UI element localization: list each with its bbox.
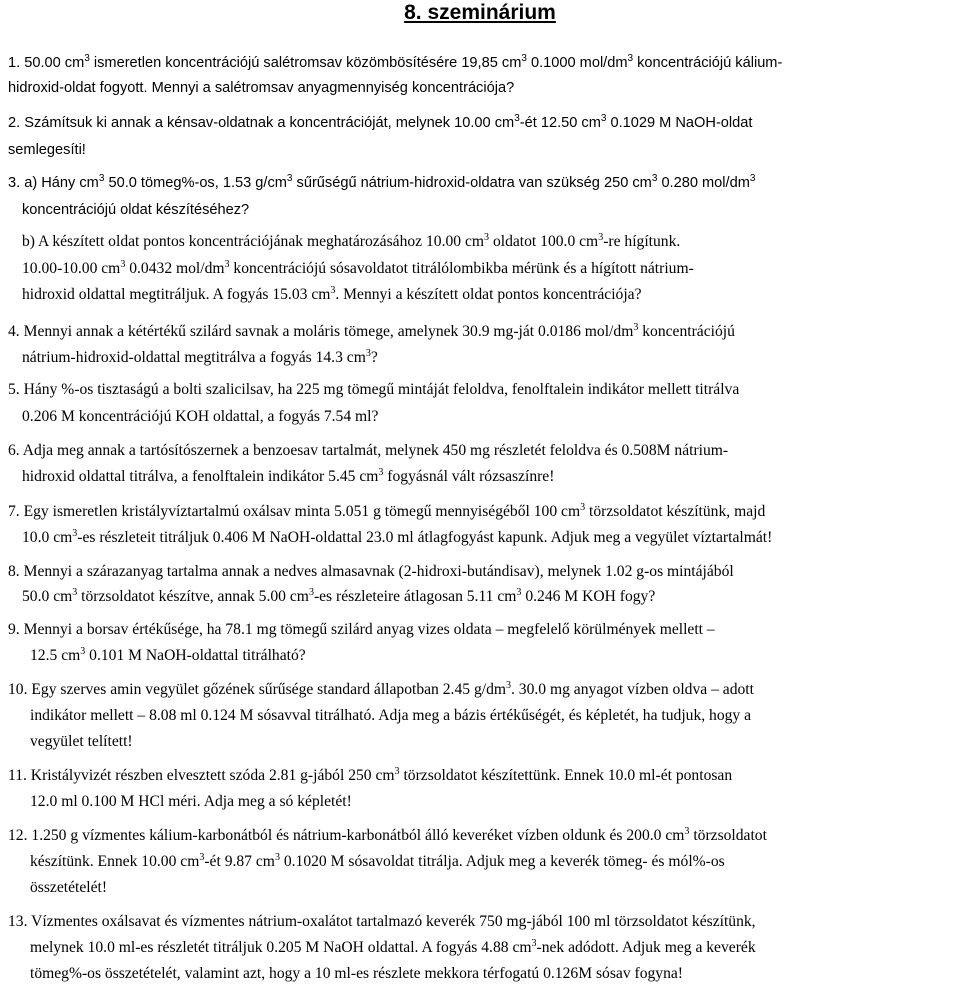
text-run: 6. Adja meg annak a tartósítószernek a benzoesav tartalmát, melynek 450 mg részletét feloldva és 0.508M nátrium- <box>8 442 729 459</box>
text-run: . Mennyi a készített oldat pontos koncentrációja? <box>335 286 642 303</box>
text-run: 0.280 mol/dm <box>657 175 750 191</box>
superscript: 3 <box>98 173 105 184</box>
text-run: -nek adódott. Adjuk meg a keverék <box>536 939 756 956</box>
text-run: 4. Mennyi annak a kétértékű szilárd savnak a moláris tömege, amelynek 30.9 mg-ját 0.0186 mol/dm <box>8 323 634 340</box>
superscript: 3 <box>286 173 293 184</box>
text-run: 0.1020 M sósavoldat titrálja. Adjuk meg a keverék tömeg- és mól%-os <box>279 853 725 870</box>
superscript: 3 <box>600 113 607 124</box>
superscript: 3 <box>749 173 756 184</box>
text-run: 11. Kristályvizét részben elvesztett szóda 2.81 g-jából 250 cm <box>8 767 395 784</box>
text-line <box>8 620 715 640</box>
text-run: koncentrációjú sósavoldatot titrálólombikba mérünk és a hígított nátrium- <box>229 260 694 277</box>
text-run: hidroxid oldattal titrálva, a fenolftalein indikátor 5.45 cm <box>22 468 379 485</box>
text-run: koncentrációjú oldat készítéséhez? <box>22 202 250 218</box>
text-run: -ét 9.87 cm <box>204 853 275 870</box>
superscript: 3 <box>516 587 522 598</box>
text-line <box>22 259 694 279</box>
text-run: 0.246 M KOH fogy? <box>521 588 656 605</box>
text-run: hidroxid-oldat fogyott. Mennyi a salétromsav anyagmennyiség koncentrációja? <box>8 80 515 96</box>
text-line <box>8 766 732 786</box>
text-run: melynek 10.0 ml-es részletét titráljuk 0.205 M NaOH oldattal. A fogyás 4.88 cm <box>30 939 532 956</box>
text-run: fogyásnál vált rózsaszínre! <box>383 468 555 485</box>
text-line <box>22 467 554 487</box>
superscript: 3 <box>308 587 314 598</box>
text-line <box>30 852 725 872</box>
text-run: -ét 12.50 cm <box>519 115 601 131</box>
text-line <box>30 646 306 666</box>
text-line <box>8 912 756 932</box>
text-run: vegyület telített! <box>30 733 133 750</box>
text-line <box>8 680 754 700</box>
text-line <box>8 113 752 133</box>
text-run: b) A készített oldat pontos koncentrációjának meghatározásához 10.00 cm <box>22 233 485 250</box>
text-line <box>8 562 734 582</box>
text-run: 12.5 cm <box>30 647 81 664</box>
superscript: 3 <box>274 852 280 863</box>
text-run: készítünk. Ennek 10.00 cm <box>30 853 200 870</box>
text-run: semlegesíti! <box>8 142 86 158</box>
text-line <box>30 878 107 898</box>
text-run: törzsoldatot <box>689 827 767 844</box>
superscript: 3 <box>531 938 537 949</box>
text-run: 10.00-10.00 cm <box>22 260 121 277</box>
text-run: összetételét! <box>30 879 108 896</box>
text-line <box>30 732 133 752</box>
text-run: 12.0 ml 0.100 M HCl méri. Adja meg a só képletét! <box>30 793 352 810</box>
text-run: törzsoldatot készítettünk. Ennek 10.0 ml-ét pontosan <box>399 767 733 784</box>
superscript: 3 <box>484 232 490 243</box>
superscript: 3 <box>72 587 78 598</box>
superscript: 3 <box>199 852 205 863</box>
text-line <box>8 380 739 400</box>
text-line <box>8 826 767 846</box>
superscript: 3 <box>580 502 586 513</box>
text-line <box>8 502 765 522</box>
text-run: 0.0432 mol/dm <box>125 260 225 277</box>
text-run: 2. Számítsuk ki annak a kénsav-oldatnak a koncentrációját, melynek 10.00 cm <box>8 115 515 131</box>
page-title: 8. szeminárium <box>404 1 556 24</box>
text-run: koncentrációjú kálium- <box>633 55 783 71</box>
text-line <box>30 706 751 726</box>
superscript: 3 <box>80 646 86 657</box>
text-run: 10.0 cm <box>22 529 73 546</box>
text-run: -es részleteire átlagosan 5.11 cm <box>313 588 517 605</box>
text-run: törzsoldatot készítve, annak 5.00 cm <box>77 588 309 605</box>
text-line <box>22 528 772 548</box>
text-line <box>8 78 514 98</box>
superscript: 3 <box>684 826 690 837</box>
text-run: -re hígítunk. <box>603 233 681 250</box>
text-run: törzsoldatot készítünk, majd <box>585 503 766 520</box>
text-run: nátrium-hidroxid-oldattal megtitrálva a fogyás 14.3 cm <box>22 349 366 366</box>
text-line <box>22 587 655 607</box>
text-run: . 30.0 mg anyagot vízben oldva – adott <box>511 681 754 698</box>
text-line <box>8 322 735 342</box>
text-line <box>30 792 352 812</box>
superscript: 3 <box>651 173 658 184</box>
superscript: 3 <box>514 113 520 124</box>
superscript: 3 <box>378 467 384 478</box>
superscript: 3 <box>330 285 336 296</box>
text-run: 3. a) Hány cm <box>8 175 99 191</box>
superscript: 3 <box>365 348 371 359</box>
superscript: 3 <box>394 766 400 777</box>
text-line <box>22 200 249 220</box>
text-run: 12. 1.250 g vízmentes kálium-karbonátból és nátrium-karbonátból álló keveréket vízben oldunk és 200.0 cm <box>8 827 685 844</box>
text-run: 5. Hány %-os tisztaságú a bolti szalicilsav, ha 225 mg tömegű mintáját feloldva, fenolftalein indikátor mellett titrálva <box>8 381 740 398</box>
superscript: 3 <box>633 322 639 333</box>
text-run: 0.1029 M NaOH-oldat <box>606 115 753 131</box>
text-run: sűrűségű nátrium-hidroxid-oldatra van szükség 250 cm <box>292 175 652 191</box>
superscript: 3 <box>72 528 78 539</box>
text-line <box>8 53 782 73</box>
superscript: 3 <box>224 259 230 270</box>
text-run: 0.101 M NaOH-oldattal titrálható? <box>85 647 306 664</box>
text-run: 0.206 M koncentrációjú KOH oldattal, a fogyás 7.54 ml? <box>22 408 379 425</box>
text-line <box>8 441 728 461</box>
text-run: 10. Egy szerves amin vegyület gőzének sűrűsége standard állapotban 2.45 g/dm <box>8 681 506 698</box>
text-run: 1. 50.00 cm <box>8 55 85 71</box>
text-run: hidroxid oldattal megtitráljuk. A fogyás 15.03 cm <box>22 286 331 303</box>
text-run: ? <box>370 349 378 366</box>
text-run: 8. Mennyi a szárazanyag tartalma annak a nedves almasavnak (2-hidroxi-butándisav), melynek 1.02 g-os mintájából <box>8 563 734 580</box>
text-run: 9. Mennyi a borsav értékűsége, ha 78.1 mg tömegű szilárd anyag vizes oldata – megfelelő körülmények mellett – <box>8 621 715 638</box>
superscript: 3 <box>506 680 511 691</box>
text-run: oldatot 100.0 cm <box>489 233 599 250</box>
text-run: koncentrációjú <box>638 323 735 340</box>
text-run: 50.0 cm <box>22 588 73 605</box>
superscript: 3 <box>598 232 604 243</box>
text-run: 0.1000 mol/dm <box>526 55 628 71</box>
text-line <box>22 232 680 252</box>
text-line <box>22 407 378 427</box>
superscript: 3 <box>627 53 634 64</box>
text-run: indikátor mellett – 8.08 ml 0.124 M sósavval titrálható. Adja meg a bázis értékűségét, és képletét, ha tudjuk, hogy a <box>30 707 752 724</box>
text-line <box>8 173 755 193</box>
superscript: 3 <box>521 53 527 64</box>
text-line <box>30 964 683 984</box>
text-line <box>8 140 86 160</box>
text-line <box>22 348 378 368</box>
text-run: ismeretlen koncentrációjú salétromsav közömbösítésére 19,85 cm <box>89 55 522 71</box>
text-line <box>22 285 642 305</box>
text-run: tömeg%-os összetételét, valamint azt, hogy a 10 ml-es részlete mekkora térfogatú 0.126M sósav fogyna! <box>30 965 684 982</box>
text-run: 13. Vízmentes oxálsavat és vízmentes nátrium-oxalátot tartalmazó keverék 750 mg-jából 100 ml törzsoldatot készítünk, <box>8 913 756 930</box>
text-run: -es részleteit titráljuk 0.406 M NaOH-oldattal 23.0 ml átlagfogyást kapunk. Adjuk meg a vegyület víztartalmát! <box>77 529 773 546</box>
superscript: 3 <box>84 53 90 64</box>
superscript: 3 <box>120 259 126 270</box>
text-line <box>30 938 756 958</box>
text-run: 7. Egy ismeretlen kristályvíztartalmú oxálsav minta 5.051 g tömegű mennyiségéből 100 cm <box>8 503 581 520</box>
text-run: 50.0 tömeg%-os, 1.53 g/cm <box>104 175 287 191</box>
